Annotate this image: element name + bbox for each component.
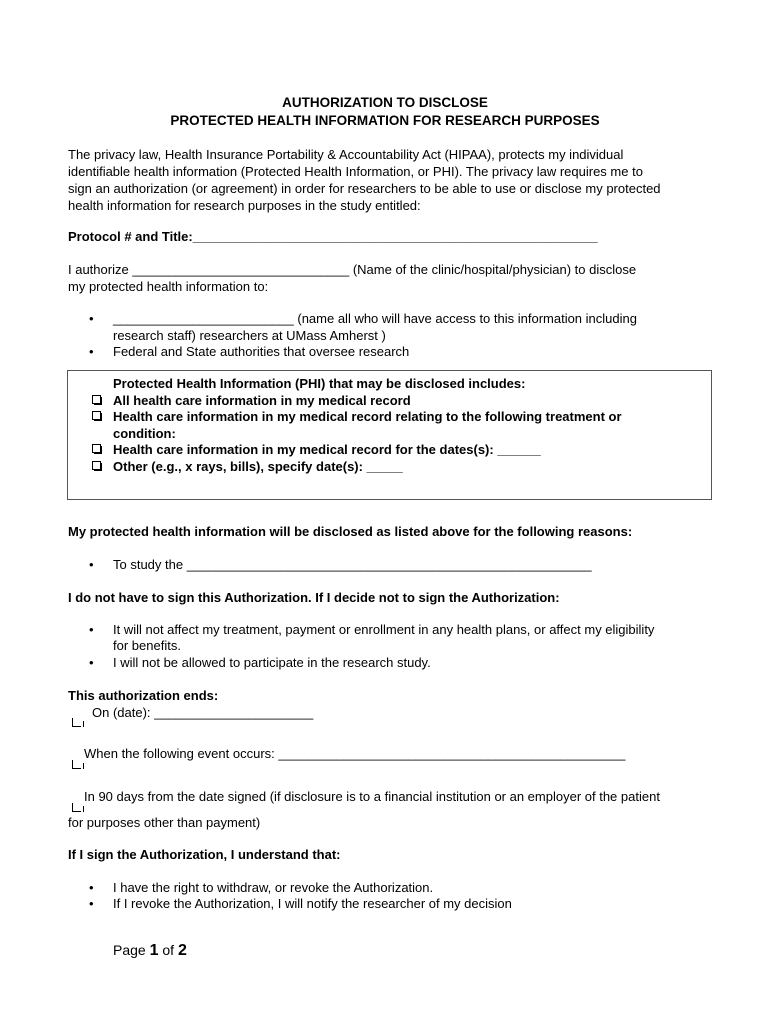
not-sign-item-2: I will not be allowed to participate in the research study. bbox=[113, 655, 431, 670]
ends-option-90-days: In 90 days from the date signed (if disclosure is to a financial institution or an employer of the patient bbox=[84, 789, 660, 804]
ends-option-date: On (date): ______________________ bbox=[92, 705, 314, 720]
checkbox-icon[interactable] bbox=[72, 718, 81, 727]
checkbox-icon[interactable] bbox=[92, 395, 101, 404]
intro-line-1: The privacy law, Health Insurance Portability & Accountability Act (HIPAA), protects my individual bbox=[68, 147, 624, 162]
checkbox-icon[interactable] bbox=[72, 760, 81, 769]
checkbox-icon[interactable] bbox=[72, 803, 81, 812]
recipient-item-1-cont: research staff) researchers at UMass Amherst ) bbox=[113, 328, 386, 343]
checkbox-icon[interactable] bbox=[92, 444, 101, 453]
page-total: 2 bbox=[177, 942, 187, 959]
bullet-icon: • bbox=[89, 311, 94, 326]
bullet-icon: • bbox=[89, 622, 94, 637]
of-label: of bbox=[162, 942, 175, 958]
understand-item-1: I have the right to withdraw, or revoke the Authorization. bbox=[113, 880, 434, 895]
title-line-1: AUTHORIZATION TO DISCLOSE bbox=[282, 95, 488, 110]
ends-option-90-days-cont: for purposes other than payment) bbox=[68, 815, 261, 830]
not-sign-heading: I do not have to sign this Authorization. If I decide not to sign the Authorization: bbox=[68, 590, 560, 605]
intro-line-4: health information for research purposes in the study entitled: bbox=[68, 198, 421, 213]
bullet-icon: • bbox=[89, 880, 94, 895]
phi-item-2-cont: condition: bbox=[113, 426, 176, 441]
reasons-heading: My protected health information will be disclosed as listed above for the following reasons: bbox=[68, 524, 633, 539]
phi-item-2: Health care information in my medical record relating to the following treatment or bbox=[113, 409, 622, 424]
phi-item-4: Other (e.g., x rays, bills), specify date(s): _____ bbox=[113, 459, 403, 474]
intro-line-3: sign an authorization (or agreement) in order for researchers to be able to use or disclose my protected bbox=[68, 181, 661, 196]
not-sign-item-1: It will not affect my treatment, payment or enrollment in any health plans, or affect my eligibility bbox=[113, 622, 655, 637]
checkbox-icon[interactable] bbox=[92, 411, 101, 420]
bullet-icon: • bbox=[89, 557, 94, 572]
not-sign-item-1-cont: for benefits. bbox=[113, 638, 181, 653]
understand-heading: If I sign the Authorization, I understand that: bbox=[68, 847, 341, 862]
bullet-icon: • bbox=[89, 896, 94, 911]
phi-item-1: All health care information in my medical record bbox=[113, 393, 411, 408]
authorize-line-1: I authorize ______________________________ (Name of the clinic/hospital/physician) to disclose bbox=[68, 262, 637, 277]
recipient-item-1: _________________________ (name all who will have access to this information including bbox=[113, 311, 637, 326]
page-label: Page bbox=[113, 942, 146, 958]
phi-item-3: Health care information in my medical record for the dates(s): ______ bbox=[113, 442, 541, 457]
recipient-item-2: Federal and State authorities that oversee research bbox=[113, 344, 410, 359]
ends-heading: This authorization ends: bbox=[68, 688, 219, 703]
page-number bbox=[113, 942, 187, 960]
authorize-line-2: my protected health information to: bbox=[68, 279, 269, 294]
page-current: 1 bbox=[149, 942, 159, 959]
title-line-2: PROTECTED HEALTH INFORMATION FOR RESEARCH PURPOSES bbox=[170, 113, 600, 128]
protocol-title-field: Protocol # and Title:________________________________________________________ bbox=[68, 229, 598, 244]
reasons-item-1: To study the ________________________________________________________ bbox=[113, 557, 592, 572]
understand-item-2: If I revoke the Authorization, I will notify the researcher of my decision bbox=[113, 896, 512, 911]
phi-heading: Protected Health Information (PHI) that may be disclosed includes: bbox=[113, 376, 526, 391]
bullet-icon: • bbox=[89, 344, 94, 359]
bullet-icon: • bbox=[89, 655, 94, 670]
ends-option-event: When the following event occurs: ________________________________________________ bbox=[84, 746, 626, 761]
checkbox-icon[interactable] bbox=[92, 461, 101, 470]
intro-line-2: identifiable health information (Protected Health Information, or PHI). The privacy law requires me to bbox=[68, 164, 643, 179]
